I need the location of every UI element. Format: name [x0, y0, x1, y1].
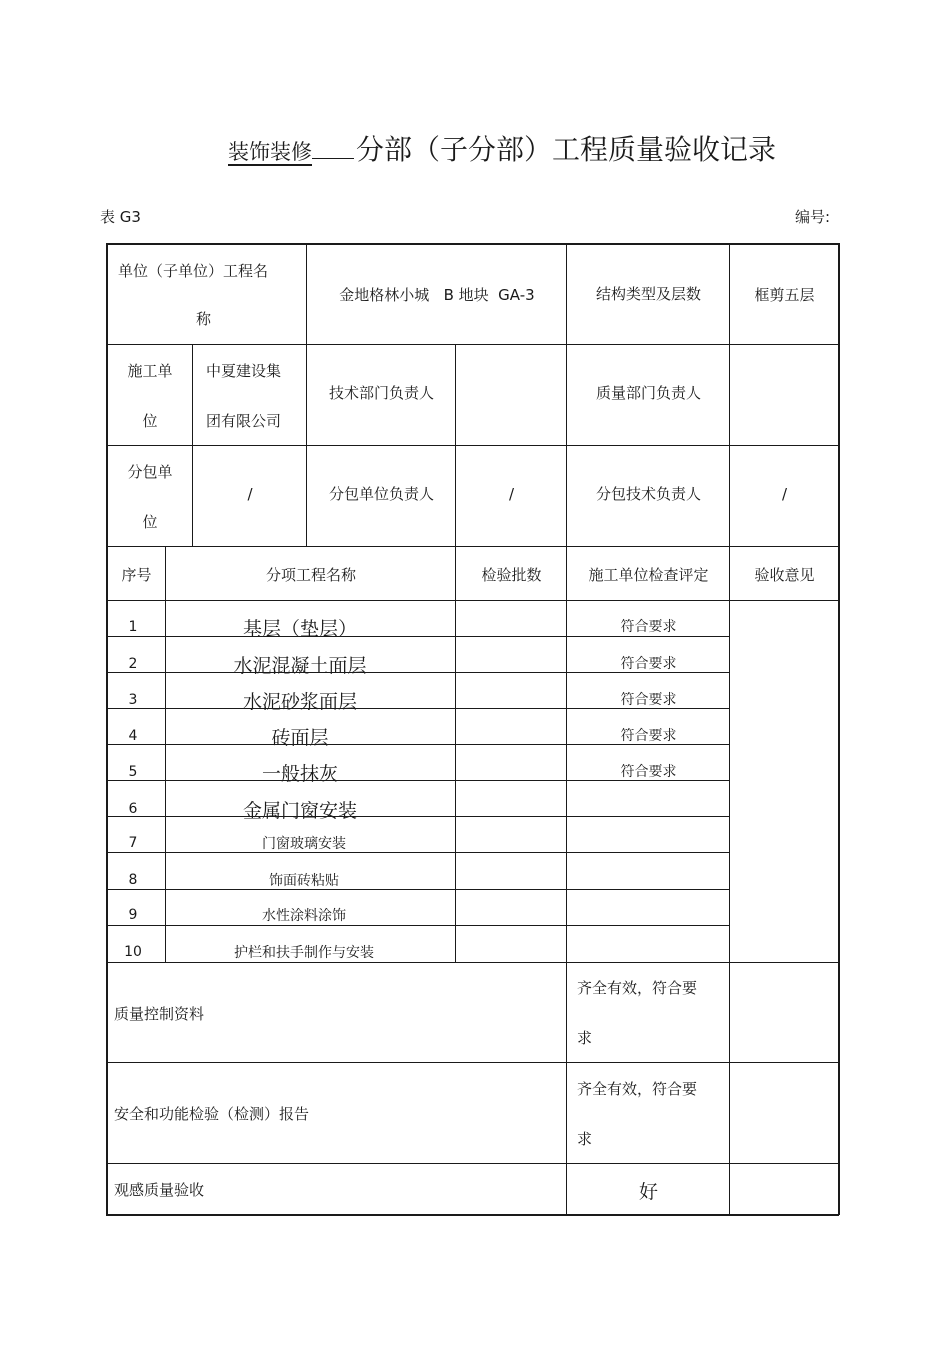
- title-part1: 装饰装修: [228, 140, 312, 164]
- contractor-value-line1: 中夏建设集: [206, 361, 282, 380]
- row-8-no: 8: [128, 872, 138, 888]
- project-name-label-line1: 单位（子单位）工程名: [118, 261, 269, 280]
- row-9-eval: [568, 905, 729, 925]
- row-3-name: 水泥砂浆面层: [242, 690, 357, 713]
- row-2-eval: 符合要求: [620, 656, 677, 672]
- safety-value-line1: 齐全有效，符合要: [577, 1079, 698, 1098]
- quality-head-value: [731, 346, 838, 445]
- safety-value: [568, 1064, 729, 1163]
- qc-value-line1: 齐全有效，符合要: [577, 979, 698, 997]
- row-7-name: 门窗玻璃安装: [262, 836, 346, 852]
- visual-opinion: [731, 1165, 838, 1214]
- tech-head-label: 技术部门负责人: [328, 384, 434, 402]
- qc-label: 质量控制资料: [114, 1004, 205, 1023]
- row-10-name: 护栏和扶手制作与安装: [234, 945, 374, 961]
- qc-opinion: [731, 964, 838, 1062]
- row-1-name: 基层（垫层）: [242, 617, 357, 640]
- title-underline: [312, 157, 354, 159]
- column-header-name: 分项工程名称: [265, 565, 356, 584]
- qc-value: [568, 964, 729, 1062]
- sub-head-value: /: [508, 484, 515, 503]
- page-title: [228, 128, 776, 168]
- row-6-eval: [568, 798, 729, 818]
- project-name-label-line2: 称: [196, 309, 212, 328]
- safety-label: 安全和功能检验（检测）报告: [114, 1105, 310, 1123]
- column-header-no: 序号: [121, 565, 152, 584]
- row-5-no: 5: [128, 764, 138, 780]
- row-1-eval: 符合要求: [620, 619, 677, 635]
- sub-label-line2: 位: [142, 512, 158, 531]
- row-3-eval: 符合要求: [620, 692, 677, 708]
- project-name-value: 金地格林小城 B 地块 GA-3: [339, 286, 535, 304]
- row-2-no: 2: [128, 656, 138, 672]
- safety-value-line2: 求: [577, 1129, 593, 1148]
- document-number-label: 编号:: [795, 208, 831, 226]
- row-6-no: 6: [128, 801, 138, 817]
- structure-value: 框剪五层: [754, 286, 815, 304]
- sub-head-label: 分包单位负责人: [328, 485, 434, 503]
- sub-value: /: [247, 484, 253, 503]
- row-9-name: 水性涂料涂饰: [262, 908, 346, 924]
- contractor-value-line2: 团有限公司: [206, 411, 282, 430]
- contractor-label-line1: 施工单: [127, 361, 173, 380]
- column-header-eval: 施工单位检查评定: [588, 565, 709, 584]
- sub-label-line1: 分包单: [127, 462, 173, 481]
- sub-label: [108, 447, 192, 546]
- row-10-no: 10: [124, 944, 142, 960]
- contractor-label-line2: 位: [142, 411, 158, 430]
- project-name-label: [108, 245, 306, 344]
- title-part2: 分部（子分部）工程质量验收记录: [356, 133, 777, 166]
- contractor-value: [194, 346, 306, 445]
- contractor-label: [108, 346, 192, 445]
- visual-value: 好: [638, 1181, 658, 1203]
- row-3-no: 3: [128, 692, 138, 708]
- row-4-no: 4: [128, 728, 138, 744]
- visual-label: 观感质量验收: [114, 1181, 205, 1199]
- structure-label: 结构类型及层数: [595, 284, 701, 303]
- safety-opinion: [731, 1064, 838, 1163]
- qc-value-line2: 求: [577, 1029, 593, 1047]
- row-1-no: 1: [128, 619, 138, 635]
- column-header-opinion: 验收意见: [754, 565, 815, 584]
- row-5-eval: 符合要求: [620, 764, 677, 780]
- row-8-name: 饰面砖粘贴: [269, 873, 339, 889]
- row-6-name: 金属门窗安装: [242, 799, 357, 822]
- row-4-eval: 符合要求: [620, 728, 677, 744]
- quality-head-label: 质量部门负责人: [595, 384, 701, 402]
- tech-head-value: [457, 346, 566, 445]
- row-7-eval: [568, 833, 729, 853]
- sub-tech-value: /: [781, 484, 788, 503]
- table-number: 表 G3: [100, 208, 141, 226]
- row-2-name: 水泥混凝土面层: [233, 654, 367, 677]
- row-9-no: 9: [128, 907, 138, 923]
- row-4-name: 砖面层: [271, 726, 329, 749]
- column-header-batches: 检验批数: [481, 565, 542, 584]
- row-5-name: 一般抹灰: [261, 762, 338, 785]
- row-7-no: 7: [128, 835, 138, 851]
- row-8-eval: [568, 870, 729, 890]
- row-10-eval: [568, 942, 729, 962]
- sub-tech-label: 分包技术负责人: [595, 485, 701, 503]
